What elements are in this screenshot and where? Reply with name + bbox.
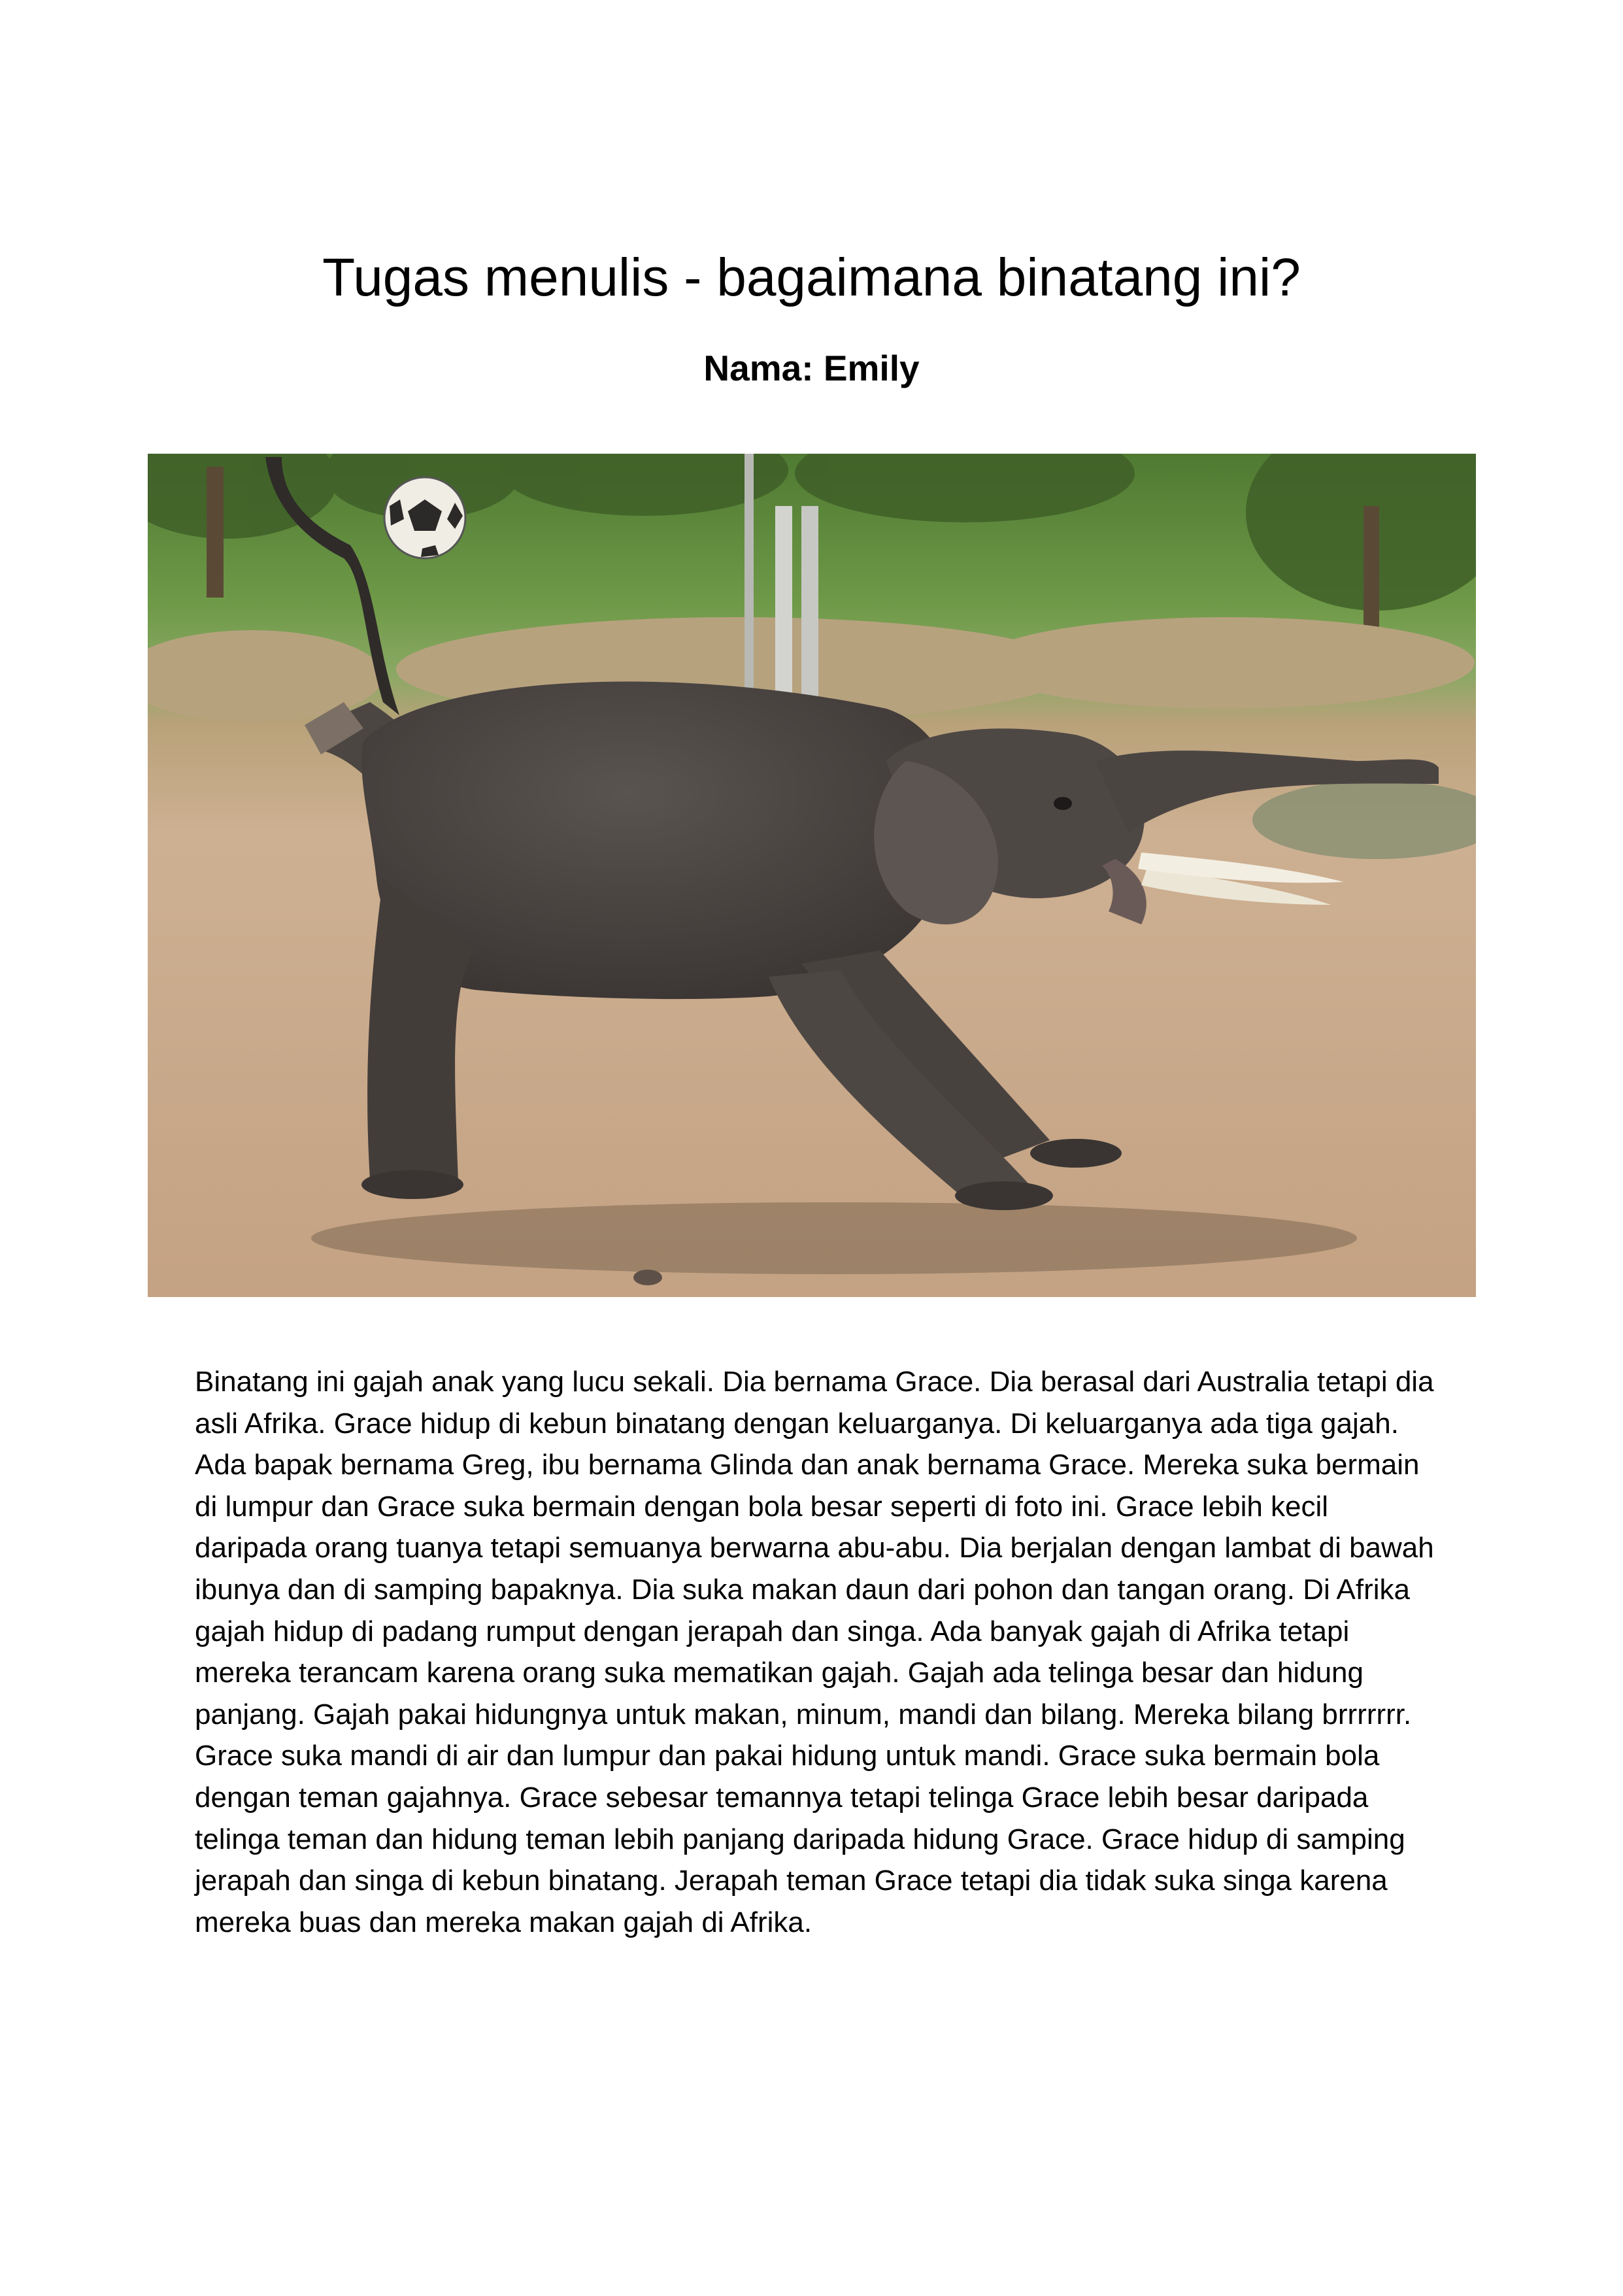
page-title: Tugas menulis - bagaimana binatang ini? (322, 248, 1301, 307)
author-line (0, 346, 1623, 390)
soccer-ball (384, 477, 465, 558)
author-name: Emily (823, 348, 920, 388)
elephant-photo (148, 454, 1476, 1297)
author-label: Nama: (703, 348, 814, 388)
elephant-icon (148, 454, 1476, 1297)
body-paragraph: Binatang ini gajah anak yang lucu sekali. Dia bernama Grace. Dia berasal dari Australia tetapi dia asli Afrika. Grace hidup di kebun binatang dengan keluarganya. Di keluarganya ada tiga gajah. Ada bapak bernama Greg, ibu bernama Glinda dan anak bernama Grace. Mereka suka bermain di lumpur dan Grace suka bermain dengan bola besar seperti di foto ini. Grace lebih kecil daripada orang tuanya tetapi semuanya berwarna abu-abu. Dia berjalan dengan lambat di bawah ibunya dan di samping bapaknya. Dia suka makan daun dari pohon dan tangan orang. Di Afrika gajah hidup di padang rumput dengan jerapah dan singa. Ada banyak gajah di Afrika tetapi mereka terancam karena orang suka mematikan gajah. Gajah ada telinga besar dan hidung panjang. Gajah pakai hidungnya untuk makan, minum, mandi dan bilang. Mereka bilang brrrrrrr. Grace suka mandi di air dan lumpur dan pakai hidung untuk mandi. Grace suka bermain bola dengan teman gajahnya. Grace sebesar temannya tetapi telinga Grace lebih besar daripada telinga teman dan hidung teman lebih panjang daripada hidung Grace. Grace hidup di samping jerapah dan singa di kebun binatang. Jerapah teman Grace tetapi dia tidak suka singa karena mereka buas dan mereka makan gajah di Afrika. (195, 1366, 1434, 1938)
